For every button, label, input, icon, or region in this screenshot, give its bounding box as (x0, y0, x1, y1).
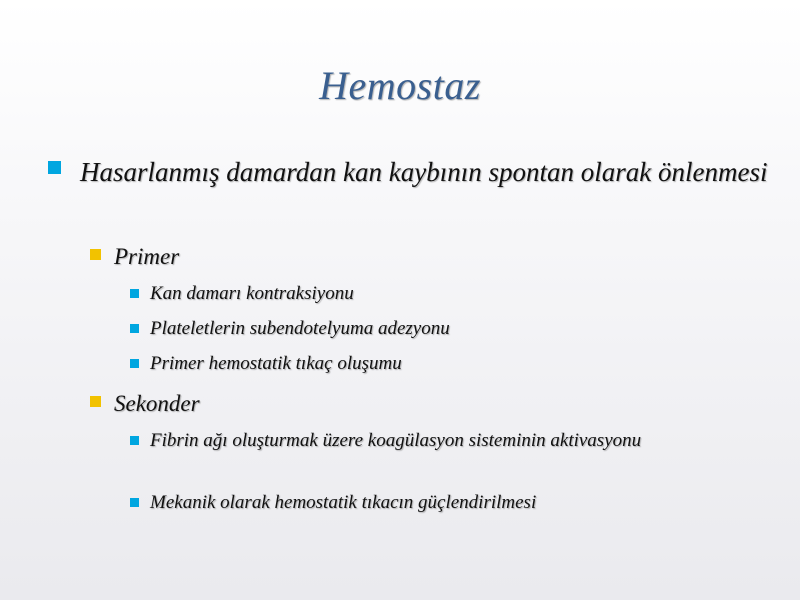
square-bullet-icon (90, 249, 101, 260)
bullet-level3: Fibrin ağı oluşturmak üzere koagülasyon sisteminin aktivasyonu (150, 430, 642, 451)
square-bullet-icon (48, 161, 61, 174)
bullet-level3: Plateletlerin subendotelyuma adezyonu (150, 318, 450, 339)
bullet-level2: Sekonder (114, 391, 200, 416)
bullet-level2: Primer (114, 244, 180, 269)
square-bullet-icon (130, 324, 139, 333)
slide-title: Hemostaz (319, 63, 481, 108)
square-bullet-icon (130, 359, 139, 368)
square-bullet-icon (90, 396, 101, 407)
bullet-level1: Hasarlanmış damardan kan kaybının spontan olarak önlenmesi (80, 157, 768, 187)
square-bullet-icon (130, 289, 139, 298)
bullet-level3: Primer hemostatik tıkaç oluşumu (150, 353, 402, 374)
bullet-level3: Kan damarı kontraksiyonu (150, 283, 354, 304)
square-bullet-icon (130, 498, 139, 507)
square-bullet-icon (130, 436, 139, 445)
bullet-level3: Mekanik olarak hemostatik tıkacın güçlendirilmesi (150, 492, 537, 513)
